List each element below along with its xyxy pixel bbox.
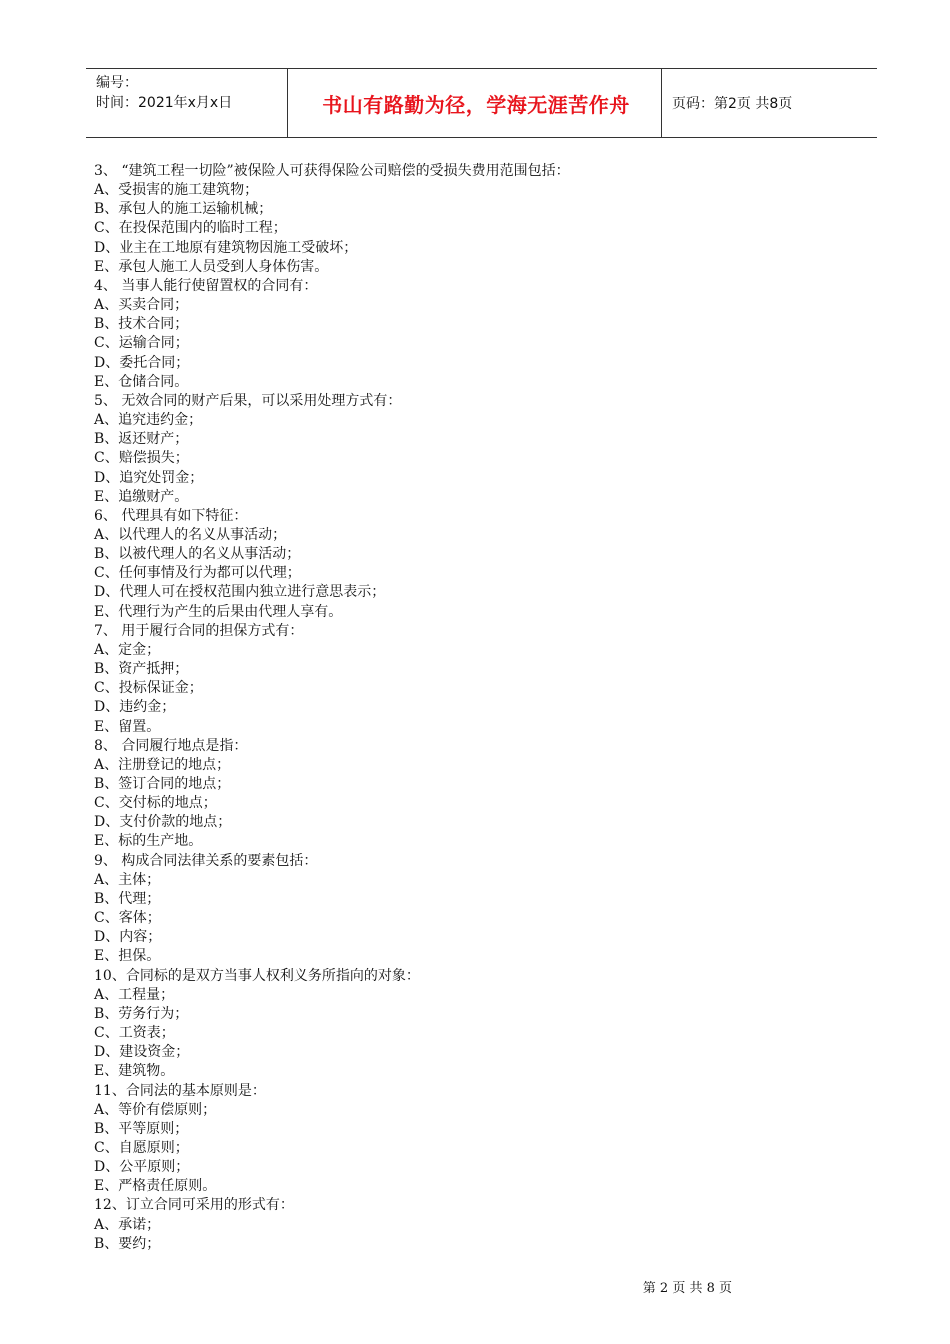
text-line: E、追缴财产。: [94, 488, 189, 505]
text-line: E、承包人施工人员受到人身体伤害。: [94, 258, 329, 275]
text-line: A、承诺；: [94, 1216, 161, 1233]
text-line: D、代理人可在授权范围内独立进行意思表示；: [94, 584, 386, 601]
text-line: A、工程量；: [94, 986, 175, 1003]
text-line: E、标的生产地。: [94, 833, 203, 850]
text-line: D、业主在工地原有建筑物因施工受破坏；: [94, 239, 358, 256]
text-line: D、支付价款的地点；: [94, 814, 232, 831]
text-line: C、在投保范围内的临时工程；: [94, 220, 287, 237]
text-line: 10、合同标的是双方当事人权利义务所指向的对象：: [94, 967, 420, 984]
text-line: C、客体；: [94, 910, 161, 927]
question-list: [94, 162, 874, 1254]
text-line: B、资产抵押；: [94, 661, 189, 678]
text-line: E、仓储合同。: [94, 373, 189, 390]
text-line: A、以代理人的名义从事活动；: [94, 526, 287, 543]
text-line: B、要约；: [94, 1235, 161, 1252]
header-motto: 书山有路勤为径，学海无涯苦作舟: [322, 92, 630, 117]
text-line: B、劳务行为；: [94, 1005, 189, 1022]
document-time-label: 时间：2021年x月x日: [96, 95, 233, 111]
text-line: 3、 “建筑工程一切险”被保险人可获得保险公司赔偿的受损失费用范围包括：: [94, 163, 570, 179]
text-line: A、买卖合同；: [94, 297, 189, 314]
text-line: 4、 当事人能行使留置权的合同有：: [94, 277, 318, 294]
text-line: 7、 用于履行合同的担保方式有：: [94, 622, 304, 639]
text-line: E、代理行为产生的后果由代理人享有。: [94, 603, 343, 620]
text-line: 11、合同法的基本原则是：: [94, 1082, 266, 1099]
text-line: 9、 构成合同法律关系的要素包括：: [94, 852, 318, 869]
page-footer: [0, 1277, 950, 1296]
text-line: A、定金；: [94, 641, 161, 658]
text-line: B、签订合同的地点；: [94, 776, 231, 792]
text-line: D、内容；: [94, 929, 162, 946]
document-number-label: 编号：: [96, 75, 138, 91]
text-line: A、等价有偿原则；: [94, 1101, 217, 1118]
header-divider: [287, 69, 288, 137]
text-line: B、技术合同；: [94, 316, 189, 333]
text-line: B、承包人的施工运输机械；: [94, 201, 273, 218]
header-page-number: 页码：第2页 共8页: [672, 96, 793, 112]
text-line: C、投标保证金；: [94, 680, 203, 697]
text-line: C、任何事情及行为都可以代理；: [94, 565, 301, 582]
text-line: 8、 合同履行地点是指：: [94, 737, 248, 754]
text-line: E、担保。: [94, 948, 161, 965]
text-line: B、以被代理人的名义从事活动；: [94, 546, 301, 563]
header-divider: [661, 69, 662, 137]
text-line: 6、 代理具有如下特征：: [94, 507, 248, 524]
text-line: E、留置。: [94, 718, 161, 735]
text-line: B、代理；: [94, 890, 161, 907]
header-meta: [96, 73, 286, 113]
text-line: E、严格责任原则。: [94, 1178, 217, 1195]
text-line: C、运输合同；: [94, 335, 189, 352]
text-line: A、注册登记的地点；: [94, 756, 231, 773]
text-line: 12、订立合同可采用的形式有：: [94, 1197, 294, 1214]
text-line: C、工资表；: [94, 1025, 175, 1042]
text-line: 5、 无效合同的财产后果，可以采用处理方式有：: [94, 392, 402, 409]
text-line: C、赔偿损失；: [94, 450, 189, 467]
text-line: B、平等原则；: [94, 1120, 189, 1137]
text-line: D、建设资金；: [94, 1044, 190, 1061]
text-line: C、自愿原则；: [94, 1139, 189, 1156]
text-line: A、追究违约金；: [94, 412, 203, 429]
footer-page-number: 第 2 页 共 8 页: [642, 1281, 732, 1296]
text-line: B、返还财产；: [94, 431, 189, 448]
text-line: D、追究处罚金；: [94, 469, 204, 486]
text-line: D、委托合同；: [94, 354, 190, 371]
text-line: A、主体；: [94, 871, 161, 888]
text-line: D、违约金；: [94, 699, 176, 716]
page-header: [86, 68, 877, 138]
text-line: D、公平原则；: [94, 1159, 190, 1176]
text-line: A、受损害的施工建筑物；: [94, 182, 259, 199]
text-line: C、交付标的地点；: [94, 795, 217, 812]
text-line: E、建筑物。: [94, 1063, 175, 1080]
